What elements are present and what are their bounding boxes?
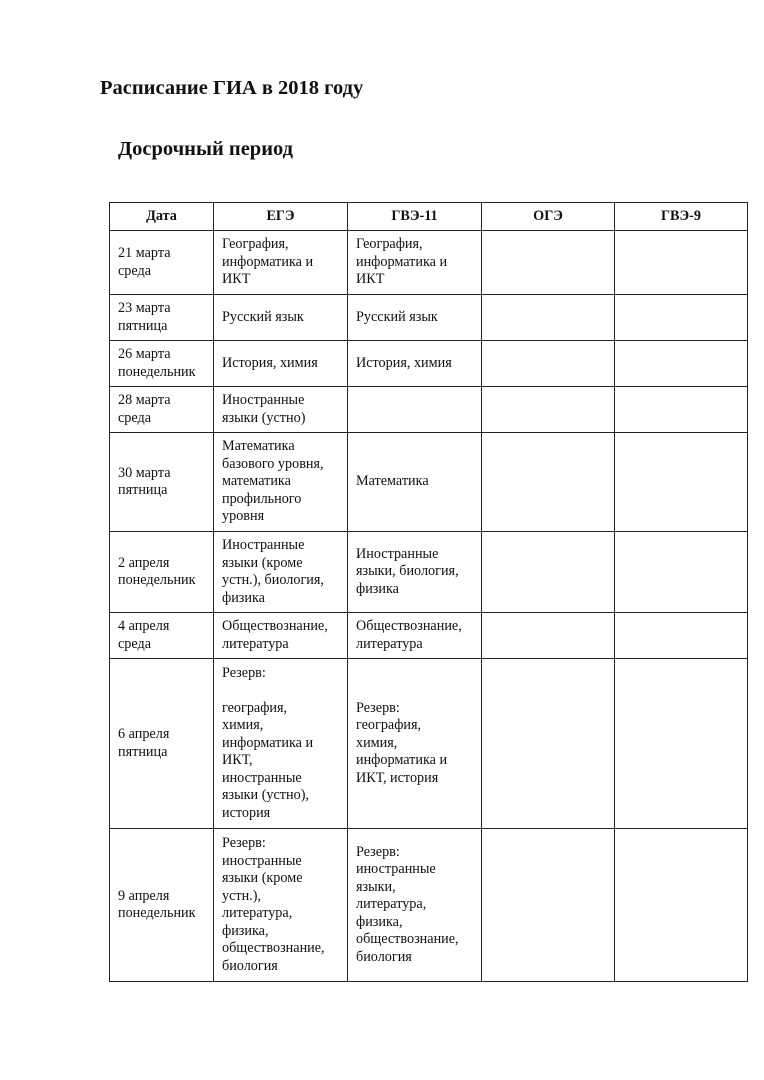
header-ege: ЕГЭ	[214, 203, 348, 231]
cell-date: 6 апреля пятница	[110, 659, 214, 829]
cell-ege: Резерв: география, химия, информатика и ИКТ, иностранные языки (устно), история	[214, 659, 348, 829]
table-row	[110, 231, 748, 295]
schedule-table	[109, 202, 748, 982]
cell-gve11: Резерв: иностранные языки, литература, физика, обществознание, биология	[348, 829, 482, 982]
table-row	[110, 613, 748, 659]
header-date: Дата	[110, 203, 214, 231]
cell-oge	[482, 341, 615, 387]
cell-date: 30 марта пятница	[110, 433, 214, 532]
cell-gve11: Резерв: география, химия, информатика и ИКТ, история	[348, 659, 482, 829]
cell-date: 23 марта пятница	[110, 295, 214, 341]
cell-date: 4 апреля среда	[110, 613, 214, 659]
cell-oge	[482, 433, 615, 532]
header-gve9: ГВЭ-9	[615, 203, 748, 231]
cell-gve9	[615, 295, 748, 341]
table-row	[110, 532, 748, 613]
cell-gve9	[615, 387, 748, 433]
cell-ege: Русский язык	[214, 295, 348, 341]
cell-ege: Резерв: иностранные языки (кроме устн.), литература, физика, обществознание, биология	[214, 829, 348, 982]
document-title: Расписание ГИА в 2018 году	[100, 77, 364, 99]
cell-oge	[482, 231, 615, 295]
cell-date: 26 марта понедельник	[110, 341, 214, 387]
cell-gve11: Иностранные языки, биология, физика	[348, 532, 482, 613]
cell-gve11: Математика	[348, 433, 482, 532]
cell-ege: Обществознание, литература	[214, 613, 348, 659]
cell-gve9	[615, 659, 748, 829]
cell-oge	[482, 829, 615, 982]
header-gve11: ГВЭ-11	[348, 203, 482, 231]
cell-gve11: Русский язык	[348, 295, 482, 341]
cell-oge	[482, 387, 615, 433]
cell-gve11: История, химия	[348, 341, 482, 387]
table-row	[110, 659, 748, 829]
cell-date: 9 апреля понедельник	[110, 829, 214, 982]
period-heading: Досрочный период	[118, 138, 294, 160]
cell-oge	[482, 532, 615, 613]
cell-oge	[482, 613, 615, 659]
cell-gve11: География, информатика и ИКТ	[348, 231, 482, 295]
table-row	[110, 387, 748, 433]
cell-ege: Математика базового уровня, математика профильного уровня	[214, 433, 348, 532]
table-header-row	[110, 203, 748, 231]
cell-ege: Иностранные языки (устно)	[214, 387, 348, 433]
cell-oge	[482, 295, 615, 341]
cell-gve9	[615, 231, 748, 295]
table-row	[110, 341, 748, 387]
cell-date: 2 апреля понедельник	[110, 532, 214, 613]
cell-ege: География, информатика и ИКТ	[214, 231, 348, 295]
cell-ege: Иностранные языки (кроме устн.), биология, физика	[214, 532, 348, 613]
cell-gve9	[615, 829, 748, 982]
table-row	[110, 433, 748, 532]
header-oge: ОГЭ	[482, 203, 615, 231]
table-row	[110, 295, 748, 341]
cell-date: 21 марта среда	[110, 231, 214, 295]
table-row	[110, 829, 748, 982]
cell-gve9	[615, 613, 748, 659]
cell-date: 28 марта среда	[110, 387, 214, 433]
cell-oge	[482, 659, 615, 829]
cell-gve9	[615, 433, 748, 532]
cell-gve11: Обществознание, литература	[348, 613, 482, 659]
cell-gve9	[615, 532, 748, 613]
cell-ege: История, химия	[214, 341, 348, 387]
cell-gve11	[348, 387, 482, 433]
cell-gve9	[615, 341, 748, 387]
